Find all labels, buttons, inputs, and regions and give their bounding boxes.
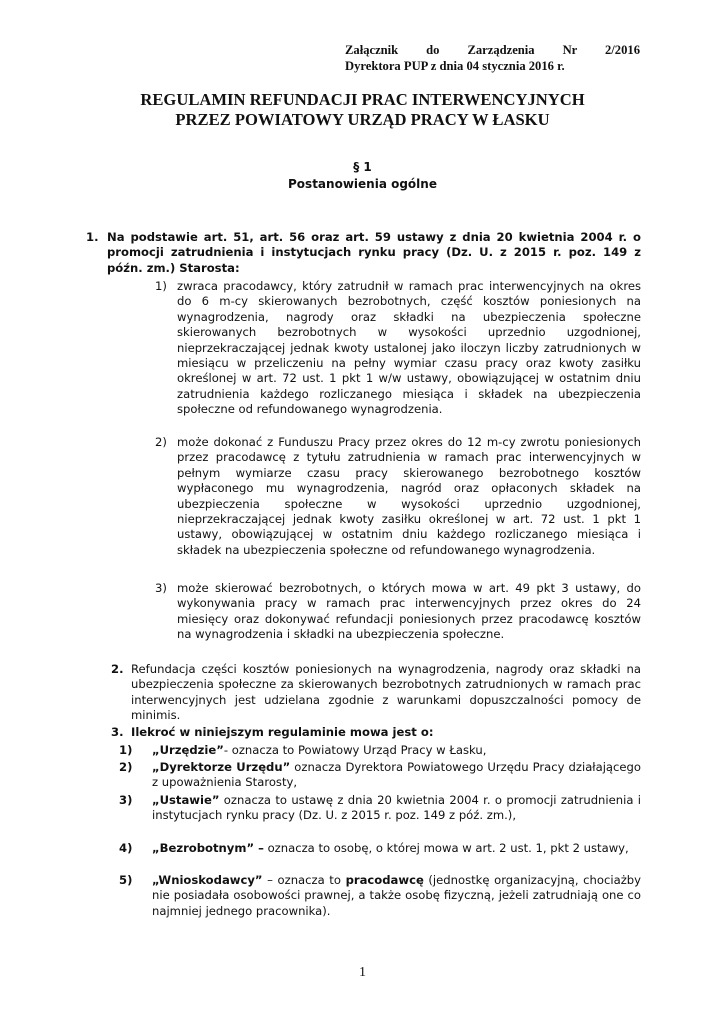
point3-intro: Ilekroć w niniejszym regulaminie mowa jest o:	[131, 725, 434, 739]
point3-number: 3.	[111, 725, 124, 739]
document-title-line2: PRZEZ POWIATOWY URZĄD PRACY W ŁASKU	[175, 110, 550, 129]
point1-number: 1.	[86, 230, 99, 244]
definition1	[152, 743, 641, 758]
definition1-number: 1)	[119, 743, 133, 757]
definition4-number: 4)	[119, 841, 133, 855]
definition2-number: 2)	[119, 760, 133, 774]
definition4-text: oznacza to osobę, o której mowa w art. 2 ust. 1, pkt 2 ustawy,	[263, 841, 629, 855]
document-title	[60, 90, 665, 130]
attachment-header-line1: Załącznik do Zarządzenia Nr 2/2016	[345, 43, 640, 57]
definition2	[152, 760, 641, 791]
definition2-term: „Dyrektorze Urzędu”	[152, 760, 291, 774]
definition1-text: - oznacza to Powiatowy Urząd Pracy w Łasku,	[223, 743, 487, 757]
section-heading: Postanowienia ogólne	[288, 177, 437, 191]
definition5-term2: pracodawcę	[345, 873, 424, 887]
definition3-term: „Ustawie”	[152, 793, 220, 807]
point1-item3-number: 3)	[155, 581, 167, 595]
point1-item1-text: zwraca pracodawcy, który zatrudnił w ramach prac interwencyjnych na okres do 6 m-cy skierowanych bezrobotnych, część kosztów poniesionych na wynagrodzenia, nagrody oraz składki na ubezpieczenia społeczne skierowanych bezrobotnych w wysokości uprzednio uzgodnionej, nieprzekraczającej jednak kwoty ustalonej jako iloczyn liczby zatrudnionych w miesiącu w przeliczeniu na pełny wymiar czasu pracy oraz kwoty zasiłku określonej w art. 72 ust. 1 pkt 1 w/w ustawy, obowiązującej w ostatnim dniu zatrudnienia każdego rozliczanego miesiąca i składek na ubezpieczenia społeczne od refundowanego wynagrodzenia.	[177, 279, 641, 417]
point1-item1-number: 1)	[155, 279, 167, 293]
definition3-text: oznacza to ustawę z dnia 20 kwietnia 2004 r. o promocji zatrudnienia i instytucjach rynku pracy (Dz. U. z 2015 r. poz. 149 z póź. zm.),	[152, 793, 641, 823]
section-symbol: § 1	[353, 160, 372, 174]
definition5	[152, 873, 641, 919]
point1-item2-text: może dokonać z Funduszu Pracy przez okres do 12 m-cy zwrotu poniesionych przez pracodawcę z tytułu zatrudnienia w ramach prac interwencyjnych w pełnym wymiarze czasu pracy skierowanego bezrobotnego kosztów wypłaconego mu wynagrodzenia, nagród oraz opłaconych składek na ubezpieczenia społeczne w wysokości uprzednio uzgodnionej, nieprzekraczającej jednak kwoty zasiłku określonej w art. 72 ust. 1 pkt 1 ustawy, obowiązującej w ostatnim dniu każdego rozliczanego miesiąca i składek na ubezpieczenia społeczne od refundowanego wynagrodzenia.	[177, 435, 641, 557]
definition2-text: oznacza Dyrektora Powiatowego Urzędu Pracy działającego z upoważnienia Starosty,	[152, 760, 641, 790]
definition4-term: „Bezrobotnym” –	[152, 841, 264, 855]
definition4	[152, 841, 641, 856]
point1-intro: Na podstawie art. 51, art. 56 oraz art. 59 ustawy z dnia 20 kwietnia 2004 r. o promocji zatrudnienia i instytucjach rynku pracy (Dz. U. z 2015 r. poz. 149 z późn. zm.) Starosta:	[107, 230, 641, 275]
attachment-header-line2: Dyrektora PUP z dnia 04 stycznia 2016 r.	[345, 59, 565, 73]
point2-number: 2.	[111, 662, 124, 676]
definition5-number: 5)	[119, 873, 133, 887]
definition3-number: 3)	[119, 793, 133, 807]
attachment-header	[345, 42, 640, 74]
definition5-term: „Wnioskodawcy”	[152, 873, 263, 887]
point1-item3-text: może skierować bezrobotnych, o których mowa w art. 49 pkt 3 ustawy, do wykonywania pracy w ramach prac interwencyjnych przez okres do 24 miesięcy oraz dokonywać refundacji poniesionych przez pracodawcę kosztów na wynagrodzenia i składki na ubezpieczenia społeczne.	[177, 581, 641, 642]
point1-item2-number: 2)	[155, 435, 167, 449]
definition5-text-a: – oznacza to	[262, 873, 346, 887]
page-number: 1	[359, 965, 366, 980]
definition1-term: „Urzędzie”	[152, 743, 224, 757]
definition5-text-b: (jednostkę organizacyjną, chociażby nie posiadała osobowości prawnej, a także osobę fizyczną, jeżeli zatrudniają one co najmniej jednego pracownika).	[152, 873, 642, 918]
point2-text: Refundacja części kosztów poniesionych na wynagrodzenia, nagrody oraz składki na ubezpieczenia społeczne za skierowanych bezrobotnych zatrudnionych w ramach prac interwencyjnych jest udzielana zgodnie z warunkami dopuszczalności pomocy de minimis.	[131, 662, 641, 723]
document-title-line1: REGULAMIN REFUNDACJI PRAC INTERWENCYJNYCH	[140, 90, 585, 109]
definition3	[152, 793, 641, 824]
